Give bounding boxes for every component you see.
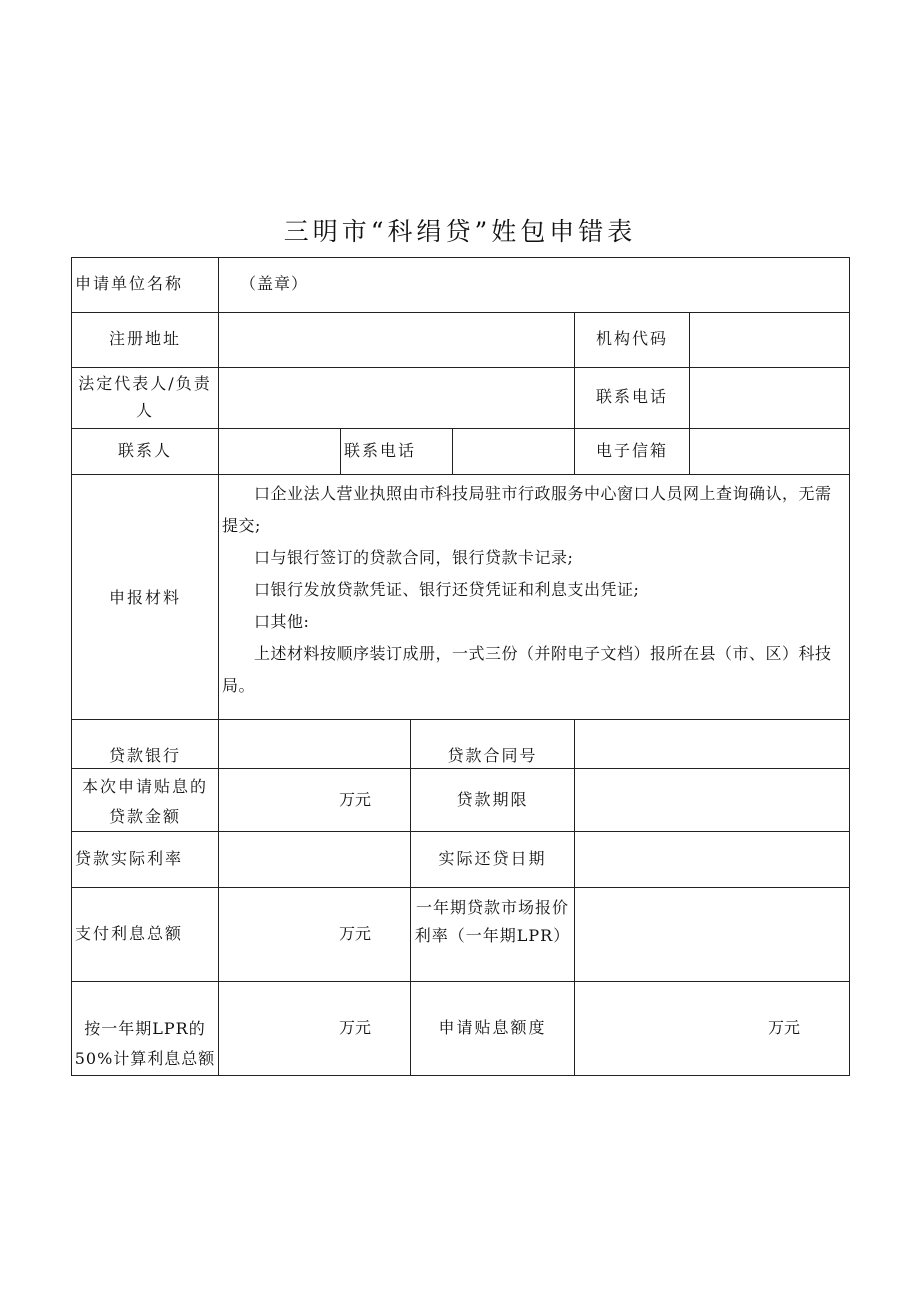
- form-title: 三明市“科绢贷”姓包申错表: [283, 217, 637, 246]
- lpr-field[interactable]: [575, 888, 849, 981]
- phone-field-1[interactable]: [690, 368, 849, 428]
- repay-date-field[interactable]: [575, 832, 849, 887]
- lpr-label: 一年期贷款市场报价利率（一年期LPR）: [414, 898, 571, 945]
- interest-total-label: 支付利息总额: [75, 924, 184, 943]
- unit-wan-4: 万元: [768, 1018, 801, 1037]
- phone-field-2[interactable]: [453, 429, 574, 474]
- unit-wan-3: 万元: [339, 1018, 372, 1037]
- material-item[interactable]: 口与银行签订的贷款合同，银行贷款卡记录;: [254, 548, 574, 567]
- bank-field[interactable]: [219, 720, 410, 768]
- unit-wan-2: 万元: [339, 924, 372, 943]
- legal-rep-label: 法定代表人/负责人: [78, 374, 212, 420]
- stamp-note: （盖章）: [240, 274, 309, 293]
- legal-rep-field[interactable]: [219, 368, 574, 428]
- contact-label: 联系人: [117, 441, 172, 460]
- actual-rate-label: 贷款实际利率: [75, 849, 184, 868]
- contact-field[interactable]: [219, 429, 340, 474]
- phone-label-2: 联系电话: [344, 441, 417, 460]
- applicant-name-label: 申请单位名称: [75, 274, 184, 293]
- org-code-label: 机构代码: [595, 329, 668, 348]
- material-item[interactable]: 口银行发放贷款凭证、银行还贷凭证和利息支出凭证;: [254, 580, 640, 599]
- phone-label-1: 联系电话: [595, 387, 668, 406]
- materials-list: [222, 478, 844, 702]
- org-code-field[interactable]: [690, 313, 849, 367]
- material-item[interactable]: 口其他:: [254, 612, 310, 631]
- actual-rate-field[interactable]: [219, 832, 410, 887]
- address-field[interactable]: [219, 313, 574, 367]
- repay-date-label: 实际还贷日期: [438, 849, 547, 868]
- loan-term-field[interactable]: [575, 769, 849, 831]
- bank-label: 贷款银行: [108, 746, 181, 765]
- materials-label: 申报材料: [108, 588, 181, 607]
- loan-amount-label: 本次申请贴息的贷款金额: [81, 777, 208, 826]
- email-field[interactable]: [690, 429, 849, 474]
- loan-term-label: 贷款期限: [456, 790, 529, 809]
- subsidy-label: 申请贴息额度: [438, 1018, 547, 1037]
- email-label: 电子信箱: [595, 441, 668, 460]
- material-note: 上述材料按顺序装订成册，一式三份（并附电子文档）报所在县（市、区）科技局。: [222, 644, 832, 695]
- unit-wan-1: 万元: [339, 790, 372, 809]
- contract-no-label: 贷款合同号: [447, 746, 538, 765]
- lpr50-label: 按一年期LPR的50%计算利息总额: [74, 1019, 216, 1068]
- contract-no-field[interactable]: [575, 720, 849, 768]
- address-label: 注册地址: [108, 329, 181, 348]
- material-item[interactable]: 口企业法人营业执照由市科技局驻市行政服务中心窗口人员网上查询确认，无需提交;: [222, 484, 832, 535]
